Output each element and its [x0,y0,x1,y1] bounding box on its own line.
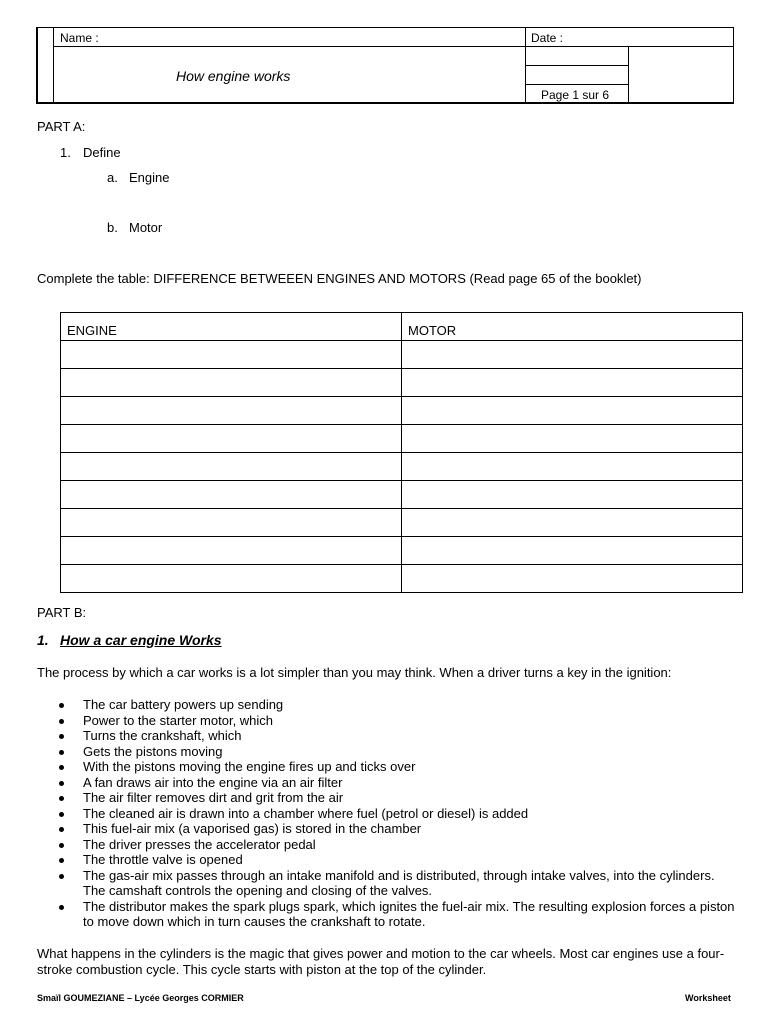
motor-cell[interactable] [402,453,743,481]
table-row [61,397,743,425]
table-row [61,369,743,397]
list-item: The throttle valve is opened [56,852,736,868]
list-item: The car battery powers up sending [56,697,736,713]
motor-cell[interactable] [402,509,743,537]
table-instruction: Complete the table: DIFFERENCE BETWEEEN ENGINES AND MOTORS (Read page 65 of the booklet) [37,271,642,286]
table-row [61,425,743,453]
list-item: With the pistons moving the engine fires up and ticks over [56,759,736,775]
motor-cell[interactable] [402,565,743,593]
list-item: The gas-air mix passes through an intake manifold and is distributed, through intake valves, into the cylinders. The camshaft controls the opening and closing of the valves. [56,868,736,899]
list-item: A fan draws air into the engine via an air filter [56,775,736,791]
closing-paragraph: What happens in the cylinders is the magic that gives power and motion to the car wheels. Most car engines use a four-stroke combustion cycle. This cycle starts with piston at the top of the cylinder. [37,946,725,977]
motor-cell[interactable] [402,369,743,397]
header-motor: MOTOR [402,313,743,341]
engine-cell[interactable] [61,369,402,397]
list-item: The driver presses the accelerator pedal [56,837,736,853]
table-header-row [61,313,743,341]
list-item: Turns the crankshaft, which [56,728,736,744]
engine-cell[interactable] [61,425,402,453]
list-item: The cleaned air is drawn into a chamber where fuel (petrol or diesel) is added [56,806,736,822]
list-item: Power to the starter motor, which [56,713,736,729]
section-title-text: How a car engine Works [60,632,222,648]
comparison-table [60,312,743,593]
date-label: Date : [531,31,564,45]
list-item: Gets the pistons moving [56,744,736,760]
item-a-text: Engine [129,170,170,185]
question-1-number: 1. [60,145,71,160]
engine-cell[interactable] [61,341,402,369]
motor-cell[interactable] [402,341,743,369]
section-number: 1. [37,632,49,648]
engine-cell[interactable] [61,509,402,537]
footer-label: Worksheet [685,993,731,1003]
engine-cell[interactable] [61,537,402,565]
item-b-letter: b. [107,220,118,235]
item-a-letter: a. [107,170,118,185]
motor-cell[interactable] [402,537,743,565]
question-1-text: Define [83,145,121,160]
process-bullet-list [56,697,736,930]
engine-cell[interactable] [61,397,402,425]
header-engine: ENGINE [61,313,402,341]
name-label: Name : [60,31,99,45]
table-row [61,341,743,369]
motor-cell[interactable] [402,481,743,509]
list-item: The distributor makes the spark plugs spark, which ignites the fuel-air mix. The resulting explosion forces a piston to move down which in turn causes the crankshaft to rotate. [56,899,736,930]
table-row [61,453,743,481]
list-item: The air filter removes dirt and grit from the air [56,790,736,806]
table-row [61,537,743,565]
motor-cell[interactable] [402,397,743,425]
part-b-heading: PART B: [37,605,87,620]
engine-cell[interactable] [61,453,402,481]
page-number: Page 1 sur 6 [541,88,610,102]
section-title [60,632,222,648]
footer-author: Smaïl GOUMEZIANE – Lycée Georges CORMIER [37,993,244,1003]
part-a-heading: PART A: [37,119,86,134]
table-row [61,565,743,593]
item-b-text: Motor [129,220,163,235]
motor-cell[interactable] [402,425,743,453]
intro-paragraph: The process by which a car works is a lot simpler than you may think. When a driver turns a key in the ignition: [37,665,672,680]
list-item: This fuel-air mix (a vaporised gas) is stored in the chamber [56,821,736,837]
document-title: How engine works [176,68,291,84]
table-row [61,509,743,537]
engine-cell[interactable] [61,481,402,509]
table-row [61,481,743,509]
engine-cell[interactable] [61,565,402,593]
